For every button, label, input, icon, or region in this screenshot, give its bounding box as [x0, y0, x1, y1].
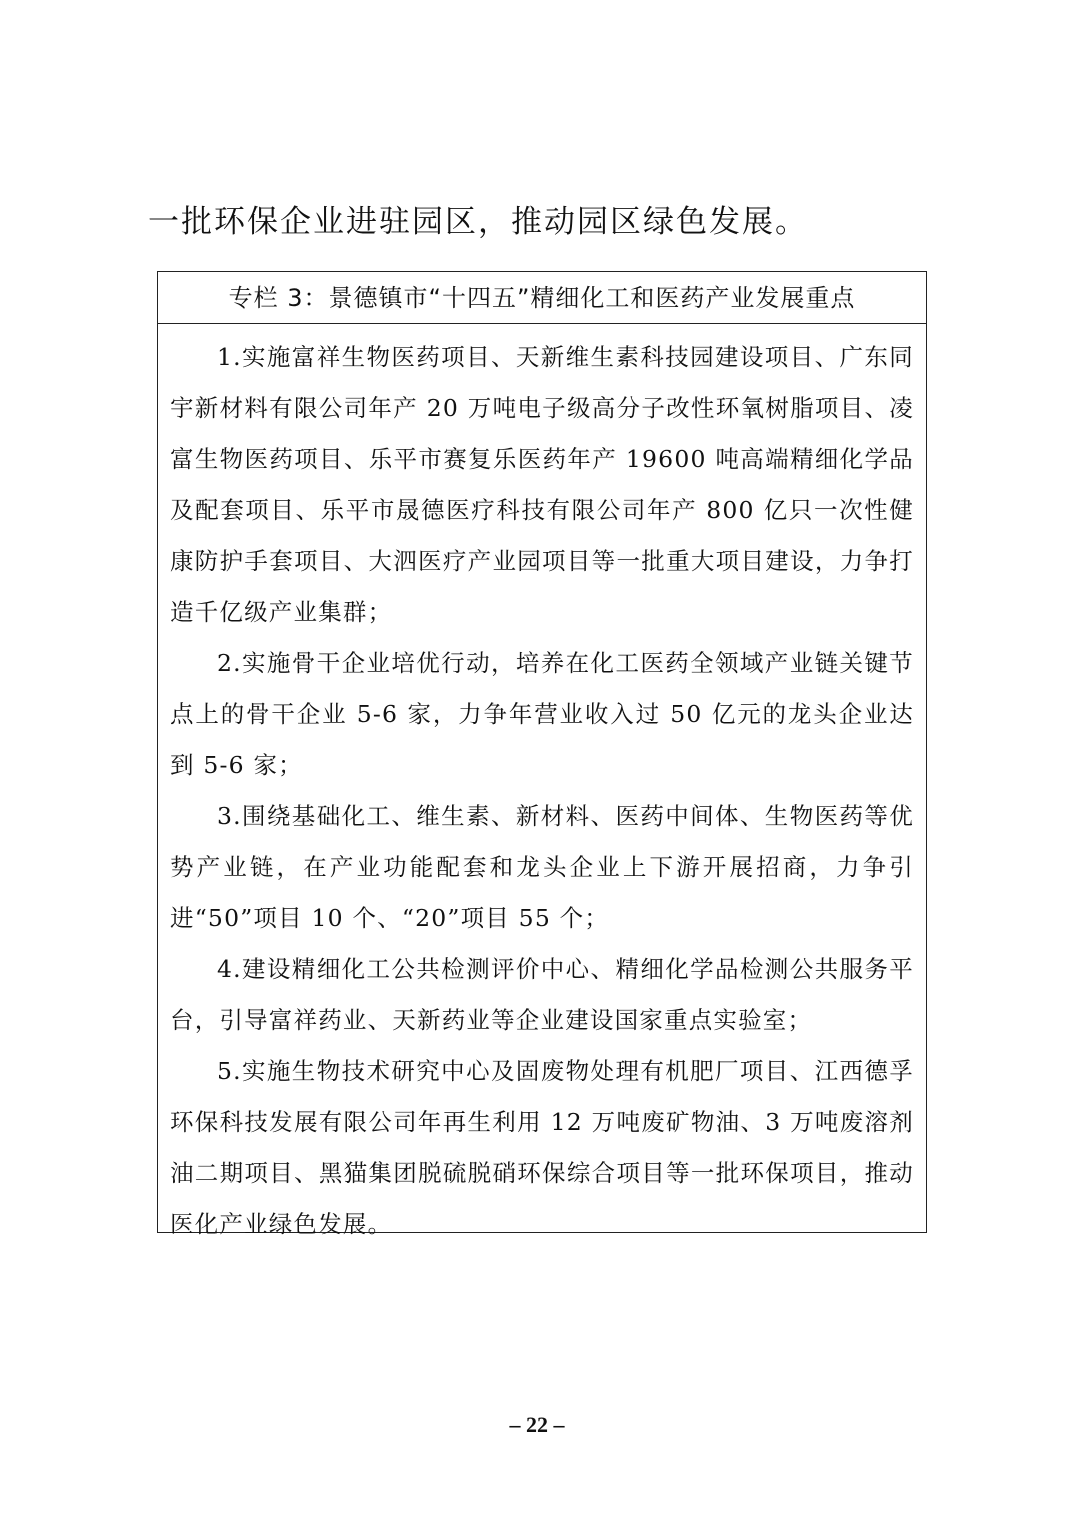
column-box — [157, 271, 927, 1238]
column-item-4: 4.建设精细化工公共检测评价中心、精细化学品检测公共服务平台，引导富祥药业、天新药业等企业建设国家重点实验室； — [170, 955, 914, 1034]
column-body — [158, 324, 926, 1250]
column-title: 专栏 3：景德镇市“十四五”精细化工和医药产业发展重点 — [158, 272, 926, 324]
page-number: – 22 – — [509, 1412, 565, 1437]
column-item-5: 5.实施生物技术研究中心及固废物处理有机肥厂项目、江西德孚环保科技发展有限公司年再生利用 12 万吨废矿物油、3 万吨废溶剂油二期项目、黑猫集团脱硫脱硝环保综合项目等一批环保项目，推动医化产业绿色发展。 — [170, 1057, 914, 1238]
column-item-3: 3.围绕基础化工、维生素、新材料、医药中间体、生物医药等优势产业链，在产业功能配套和龙头企业上下游开展招商，力争引进“50”项目 10 个、“20”项目 55 个； — [170, 802, 914, 932]
intro-paragraph: 一批环保企业进驻园区，推动园区绿色发展。 — [148, 204, 808, 240]
column-item-1: 1.实施富祥生物医药项目、天新维生素科技园建设项目、广东同宇新材料有限公司年产 20 万吨电子级高分子改性环氧树脂项目、凌富生物医药项目、乐平市赛复乐医药年产 19600 吨高端精细化学品及配套项目、乐平市晟德医疗科技有限公司年产 800 亿只一次性健康防护手套项目、大泗医疗产业园项目等一批重大项目建设，力争打造千亿级产业集群； — [170, 343, 914, 626]
column-item-2: 2.实施骨干企业培优行动，培养在化工医药全领域产业链关键节点上的骨干企业 5-6 家，力争年营业收入过 50 亿元的龙头企业达到 5-6 家； — [170, 649, 914, 779]
